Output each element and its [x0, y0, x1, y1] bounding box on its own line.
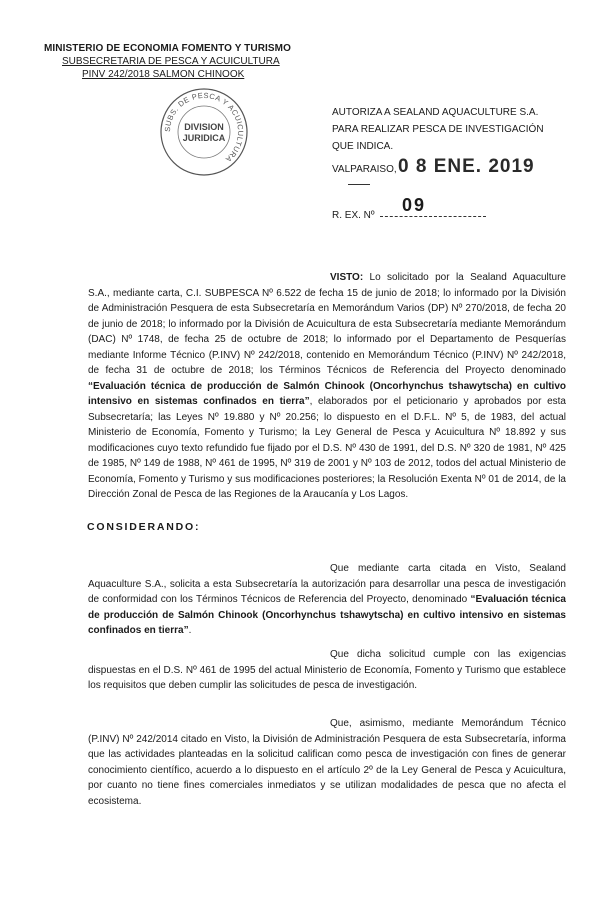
considerando-p3-text: Que, asimismo, mediante Memorándum Técnico (P.INV) Nº 242/2014 citado en Visto, la División de Administración Pesquera de esta Subsecretaría, informa que las actividades planteadas en la solicitud califican como pesca de investigación con fines de generar conocimiento científico, acuerdo a lo dispuesto en el artículo 2º de la Ley General de Pesca y Acuicultura, por cuanto no tiene fines comerciales inmediatos y se utilizan modalidades de pesca que no afecta el ecosistema. — [88, 718, 566, 807]
visto-paragraph — [88, 270, 566, 503]
resolution-number: 09 — [402, 195, 427, 215]
visto-label: VISTO: — [330, 272, 364, 283]
division-juridica-stamp — [158, 86, 250, 178]
header-ministry: MINISTERIO DE ECONOMIA FOMENTO Y TURISMO — [44, 43, 291, 54]
visto-text-b: , elaborados por el peticionario y aprobados por esta Subsecretaría; las Leyes Nº 19.880 y Nº 20.256; lo dispuesto en el D.F.L. Nº 5, de 1983, del actual Ministerio de Economía, Fomento y Turismo; la Ley General de Pesca y Acuicultura Nº 18.892 y sus modificaciones cuyo texto refundido fue fijado por el D.S. Nº 430 de 1991, del D.S. Nº 320 de 1981, Nº 425 de 1985, Nº 149 de 1988, Nº 461 de 1995, Nº 319 de 2001 y Nº 103 de 2012, todos del actual Ministerio de Economía, Fomento y Turismo y sus modificaciones posteriores; la Resolución Exenta Nº 01 de 2014, de la Dirección Zonal de Pesca de las Regiones de la Araucanía y Los Lagos. — [88, 396, 566, 500]
considerando-p1-text: Que mediante carta citada en Visto, Sealand Aquaculture S.A., solicita a esta Subsecretaría la autorización para desarrollar una pesca de investigación de conformidad con los Términos Técnicos de Referencia del Proyecto, denominado — [88, 563, 566, 605]
resolution-number-label: R. EX. Nº — [332, 210, 375, 221]
considerando-paragraph-2 — [88, 647, 566, 694]
date-stamp: 0 8 ENE. 2019 — [398, 156, 535, 177]
considerando-heading: CONSIDERANDO: — [87, 521, 201, 533]
considerando-p1-end: . — [188, 625, 192, 636]
visto-project-title: “Evaluación técnica de producción de Salmón Chinook (Oncorhynchus tshawytscha) en cultivo intensivo en sistemas confinados en tierra” — [88, 380, 566, 407]
header-reference: PINV 242/2018 SALMON CHINOOK — [82, 69, 245, 80]
divider — [348, 184, 370, 185]
stamp-center-line2: JURIDICA — [182, 133, 226, 143]
visto-text-a: Lo solicitado por la Sealand Aquaculture S.A., mediante carta, C.I. SUBPESCA Nº 6.522 de fecha 15 de junio de 2018; lo informado por la División de Administración Pesquera de esta Subsecretaría en Memorándum Varios (DP) Nº 270/2018, de fecha 20 de junio de 2018; lo informado por la División de Acuicultura de esta Subsecretaría mediante Memorándum (DAC) Nº 1748, de fecha 25 de octubre de 2018; lo informado por el Departamento de Pesquerías mediante Informe Técnico (P.INV) Nº 242/2018, contenido en Memorándum Técnico (P.INV) Nº 242/2018, de fecha 31 de octubre de 2018; los Términos Técnicos de Referencia del Proyecto denominado — [88, 272, 566, 376]
resolution-number-line — [380, 216, 486, 217]
header-subsecretaria: SUBSECRETARIA DE PESCA Y ACUICULTURA — [62, 56, 280, 67]
considerando-p2-text: Que dicha solicitud cumple con las exigencias dispuestas en el D.S. Nº 461 de 1995 del actual Ministerio de Economía, Fomento y Turismo que establece los requisitos que deben cumplir las solicitudes de pesca de investigación. — [88, 649, 566, 691]
considerando-paragraph-3 — [88, 716, 566, 809]
stamp-center-line1: DIVISION — [184, 122, 224, 132]
considerando-paragraph-1 — [88, 561, 566, 639]
place-label: VALPARAISO, — [332, 164, 397, 175]
considerando-p1-project: “Evaluación técnica de producción de Salmón Chinook (Oncorhynchus tshawytscha) en cultivo intensivo en sistemas confinados en tierra” — [88, 594, 566, 636]
resolution-subject: AUTORIZA A SEALAND AQUACULTURE S.A. PARA REALIZAR PESCA DE INVESTIGACIÓN QUE INDICA. — [332, 107, 544, 152]
stamp-ring-text: SUBS. DE PESCA Y ACUICULTURA — [162, 90, 246, 165]
